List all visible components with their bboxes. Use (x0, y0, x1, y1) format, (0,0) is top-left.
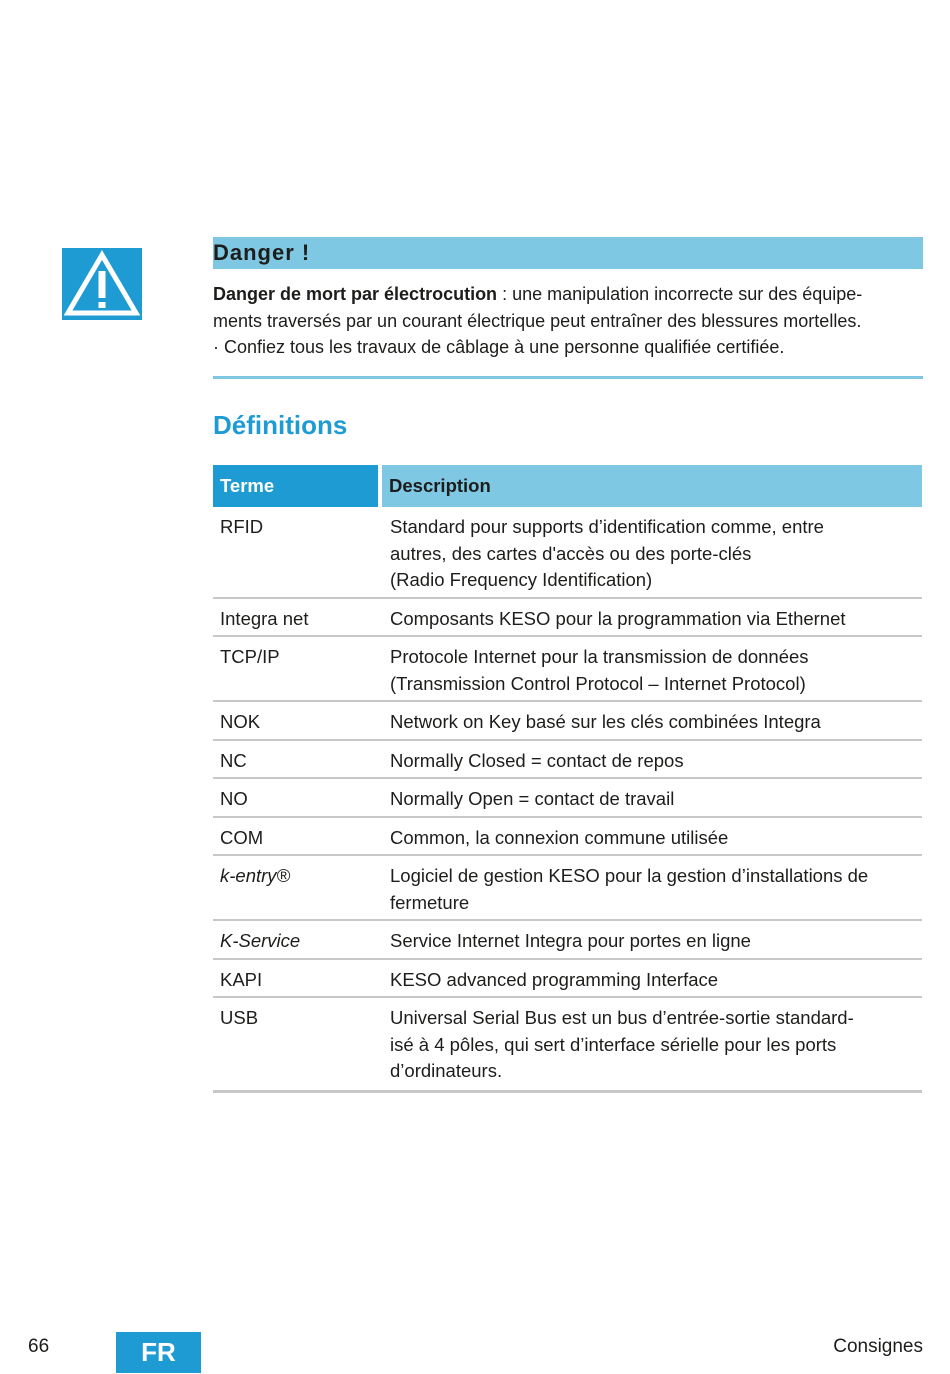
table-row (213, 817, 922, 856)
term-cell: TCP/IP (213, 636, 380, 701)
description-line: Protocole Internet pour la transmission de données (390, 646, 809, 667)
term-cell: USB (213, 997, 380, 1091)
column-header-description: Description (380, 465, 922, 507)
description-cell (380, 817, 922, 856)
description-line: d’ordinateurs. (390, 1060, 503, 1081)
description-line: KESO advanced programming Interface (390, 968, 719, 990)
footer-section-name: Consignes (833, 1336, 923, 1357)
section-title: Définitions (213, 410, 348, 440)
description-line: autres, des cartes d'accès ou des porte-clés (390, 542, 752, 564)
table-row (213, 920, 922, 959)
description-line: Common, la connexion commune utilisée (390, 826, 729, 848)
danger-heading: Danger ! (213, 237, 923, 269)
table-row (213, 598, 922, 637)
term-cell: COM (213, 817, 380, 856)
table-row (213, 997, 922, 1091)
term-cell: NC (213, 740, 380, 779)
description-cell (380, 959, 922, 998)
description-line: isé à 4 pôles, qui sert d’interface sérielle pour les ports (390, 1033, 837, 1055)
table-row (213, 778, 922, 817)
description-line: fermeture (390, 891, 470, 913)
table-row (213, 636, 922, 701)
table-row (213, 740, 922, 779)
danger-divider (213, 376, 923, 379)
term-cell: NO (213, 778, 380, 817)
description-cell (380, 598, 922, 637)
description-cell (380, 507, 922, 598)
table-body (213, 507, 922, 1091)
description-cell (380, 778, 922, 817)
description-line: Logiciel de gestion KESO pour la gestion d’installations de (390, 865, 869, 886)
description-line: Service Internet Integra pour portes en ligne (390, 930, 751, 951)
description-cell (380, 855, 922, 920)
term-cell: Integra net (213, 598, 380, 637)
description-cell (380, 701, 922, 740)
description-line: Composants KESO pour la programmation via Ethernet (390, 607, 846, 629)
danger-line-1 (213, 281, 923, 308)
table-row (213, 959, 922, 998)
description-cell (380, 740, 922, 779)
description-line: Universal Serial Bus est un bus d’entrée-sortie standard- (390, 1007, 854, 1028)
description-line: Normally Open = contact de travail (390, 788, 675, 809)
description-line: (Radio Frequency Identification) (390, 569, 653, 590)
danger-text (213, 281, 923, 361)
description-line: (Transmission Control Protocol – Internet Protocol) (390, 672, 806, 694)
table-header-row (213, 465, 922, 507)
language-badge: FR (116, 1332, 201, 1373)
term-cell: KAPI (213, 959, 380, 998)
danger-line-2: ments traversés par un courant électrique peut entraîner des blessures mortelles. (213, 310, 862, 331)
term-cell: K-Service (213, 920, 380, 959)
table-row (213, 507, 922, 598)
danger-warning-box (213, 237, 923, 361)
table-row (213, 701, 922, 740)
description-line: Network on Key basé sur les clés combinées Integra (390, 711, 821, 732)
definitions-table (213, 465, 922, 1093)
term-cell: RFID (213, 507, 380, 598)
description-cell (380, 997, 922, 1091)
description-cell (380, 920, 922, 959)
description-line: Standard pour supports d’identification comme, entre (390, 516, 824, 537)
danger-lead-bold: Danger de mort par électrocution (213, 284, 498, 304)
danger-bullet: · Confiez tous les travaux de câblage à une personne qualifiée certifiée. (213, 337, 785, 357)
description-cell (380, 636, 922, 701)
term-cell: NOK (213, 701, 380, 740)
term-cell: k-entry® (213, 855, 380, 920)
table-row (213, 855, 922, 920)
warning-triangle-icon (62, 248, 142, 320)
description-line: Normally Closed = contact de repos (390, 749, 684, 771)
column-header-term: Terme (213, 465, 380, 507)
page-number: 66 (28, 1336, 50, 1357)
danger-lead-rest: : une manipulation incorrecte sur des équipe- (497, 284, 863, 304)
